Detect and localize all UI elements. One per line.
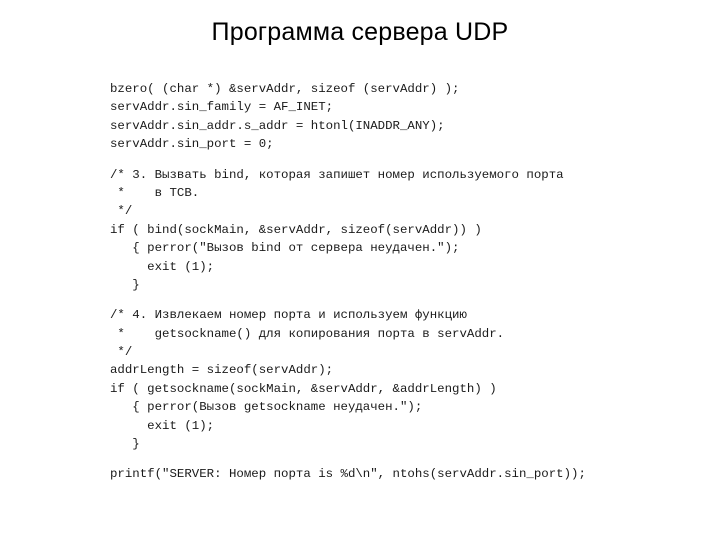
- code-blank-line: [110, 453, 700, 465]
- code-line: printf("SERVER: Номер порта is %d\n", ntohs(servAddr.sin_port));: [110, 467, 586, 482]
- code-line: { perror("Вызов bind от сервера неудачен.");: [110, 241, 460, 256]
- code-line: servAddr.sin_family = AF_INET;: [110, 100, 334, 115]
- code-line: servAddr.sin_port = 0;: [110, 137, 274, 152]
- code-line: }: [110, 437, 140, 452]
- code-line: * в TCB.: [110, 185, 200, 200]
- code-line: */: [110, 345, 133, 360]
- code-listing: [110, 80, 700, 484]
- code-line: /* 3. Вызвать bind, которая запишет номер используемого порта: [110, 167, 564, 182]
- code-line: if ( bind(sockMain, &servAddr, sizeof(servAddr)) ): [110, 222, 482, 237]
- code-line: /* 4. Извлекаем номер порта и используем функцию: [110, 308, 467, 323]
- code-line: servAddr.sin_addr.s_addr = htonl(INADDR_ANY);: [110, 118, 445, 133]
- code-line: }: [110, 277, 140, 292]
- code-line: bzero( (char *) &servAddr, sizeof (servAddr) );: [110, 82, 460, 96]
- code-blank-line: [110, 294, 700, 306]
- code-line: addrLength = sizeof(servAddr);: [110, 363, 334, 378]
- code-line: exit (1);: [110, 259, 215, 274]
- slide-title: Программа сервера UDP: [211, 18, 509, 46]
- code-blank-line: [110, 154, 700, 166]
- code-line: */: [110, 204, 133, 219]
- code-line: * getsockname() для копирования порта в servAddr.: [110, 326, 505, 341]
- code-line: exit (1);: [110, 418, 215, 433]
- code-line: { perror(Вызов getsockname неудачен.");: [110, 400, 423, 415]
- code-line: if ( getsockname(sockMain, &servAddr, &addrLength) ): [110, 381, 497, 396]
